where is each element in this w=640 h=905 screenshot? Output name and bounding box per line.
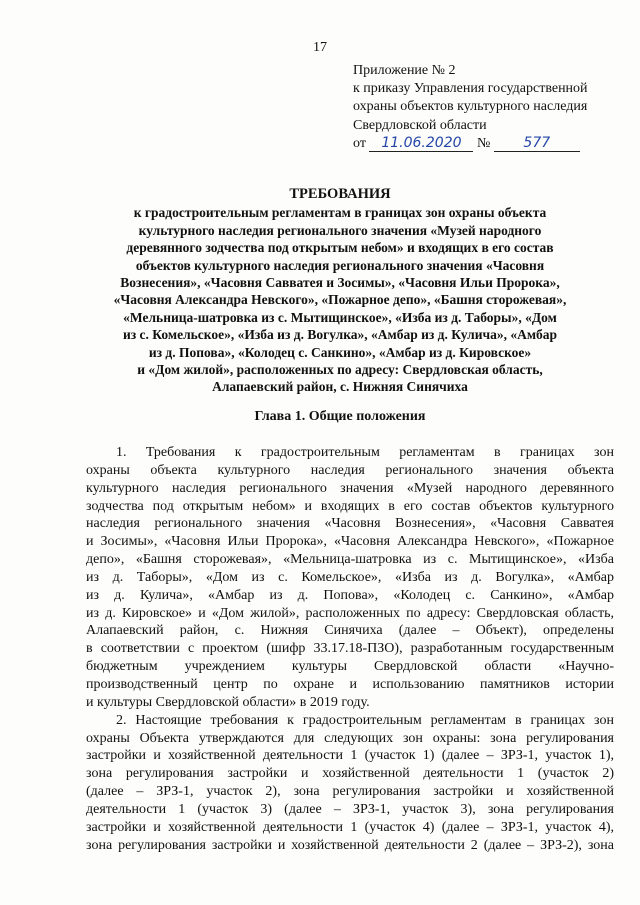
paragraph-1-line: Алапаевский район, с. Нижняя Синячиха (далее – Объект), определены xyxy=(86,623,614,639)
appendix-line: Приложение № 2 xyxy=(353,63,456,78)
heading-line: из с. Комельское», «Изба из д. Вогулка», «Амбар из д. Кулича», «Амбар xyxy=(122,327,558,343)
paragraph-2-line: застройки и хозяйственной деятельности 1 (участок 1) (далее – ЗРЗ-1, участок 1), xyxy=(86,748,614,764)
heading-line: из д. Попова», «Колодец с. Санкино», «Амбар из д. Кировское» xyxy=(148,344,532,360)
document-title: ТРЕБОВАНИЯ xyxy=(289,186,391,202)
heading-line: объектов культурного наследия регионального значения «Часовня xyxy=(135,257,545,273)
paragraph-1-line: наследия регионального значения «Часовня Вознесения», «Часовня Савватея xyxy=(86,516,614,532)
paragraph-2-line: деятельности 1 (участок 3) (далее – ЗРЗ-1, участок 3), зона регулирования xyxy=(86,801,614,817)
appendix-line: к приказу Управления государственной xyxy=(353,81,588,97)
paragraph-1-line: бюджетным учреждением культуры Свердловской области «Научно- xyxy=(86,659,614,675)
heading-line: культурного наследия регионального значения «Музей народного xyxy=(138,222,542,238)
paragraph-1-line: в соответствии с проектом (шифр 33.17.18-ПЗО), разработанным государственным xyxy=(86,641,614,657)
paragraph-2-line: (далее – ЗРЗ-1, участок 2), зона регулирования застройки и хозяйственной xyxy=(86,784,614,800)
body-text xyxy=(86,444,614,854)
heading-line: «Мельница-шатровка из с. Мытищинское», «Изба из д. Таборы», «Дом xyxy=(123,309,557,325)
heading-line: и «Дом жилой», расположенных по адресу: Свердловская область, xyxy=(137,362,543,378)
paragraph-2-line: зона регулирования застройки и хозяйственной деятельности 1 (участок 2) xyxy=(86,766,614,782)
order-date-number-line xyxy=(353,135,623,153)
paragraph-1-line: зодчества под открытым небом» и входящих в его состав объектов культурного xyxy=(86,498,614,514)
paragraph-1-line: из д. Кулича», «Амбар из д. Попова», «Колодец с. Санкино», «Амбар xyxy=(86,587,614,603)
heading-line: к градостроительным регламентам в границах зон охраны объекта xyxy=(133,205,547,221)
appendix-line: охраны объектов культурного наследия xyxy=(353,99,588,115)
paragraph-1-line: охраны объекта культурного наследия регионального значения объекта xyxy=(86,462,614,478)
handwritten-date: 11.06.2020 xyxy=(369,135,473,152)
paragraph-2-line: 2. Настоящие требования к градостроительным регламентам в границах зон xyxy=(116,712,614,728)
heading-line: Алапаевский район, с. Нижняя Синячиха xyxy=(212,379,468,395)
paragraph-1-line: и Зосимы», «Часовня Ильи Пророка», «Часовня Александра Невского», «Пожарное xyxy=(86,534,614,550)
paragraph-1-line: из д. Кировское» и «Дом жилой», расположенных по адресу: Свердловская область, xyxy=(86,605,614,621)
paragraph-1-line: культурного наследия регионального значения «Музей народного деревянного xyxy=(86,480,614,496)
heading-line: Вознесения», «Часовня Савватея и Зосимы», «Часовня Ильи Пророка», xyxy=(120,275,560,291)
paragraph-2-line: зона регулирования застройки и хозяйственной деятельности 2 (далее – ЗРЗ-2), зона xyxy=(86,837,614,853)
appendix-block xyxy=(353,62,623,153)
chapter-title: Глава 1. Общие положения xyxy=(254,409,426,424)
number-label: № xyxy=(476,135,491,151)
from-label: от xyxy=(353,135,366,151)
paragraph-1-line: и культуры Свердловской области» в 2019 году. xyxy=(86,694,370,710)
appendix-line: Свердловской области xyxy=(353,117,487,133)
paragraph-1-line: производственный центр по охране и использованию памятников истории xyxy=(86,676,614,692)
paragraph-2-line: застройки и хозяйственной деятельности 1 (участок 4) (далее – ЗРЗ-1, участок 4), xyxy=(86,819,614,835)
paragraph-2-line: охраны Объекта утверждаются для следующих зон охраны: зона регулирования xyxy=(86,730,614,746)
heading-line: «Часовня Александра Невского», «Пожарное депо», «Башня сторожевая», xyxy=(113,292,567,308)
handwritten-number: 577 xyxy=(494,135,580,152)
page-number: 17 xyxy=(313,40,327,55)
paragraph-1-line: 1. Требования к градостроительным регламентам в границах зон xyxy=(116,445,614,460)
paragraph-1-line: из д. Таборы», «Дом из с. Комельское», «Изба из д. Вогулка», «Амбар xyxy=(86,569,614,585)
paragraph-1-line: депо», «Башня сторожевая», «Мельница-шатровка из с. Мытищинское», «Изба xyxy=(86,552,614,568)
heading-line: деревянного зодчества под открытым небом» и входящих в его состав xyxy=(126,240,554,256)
document-heading xyxy=(70,186,610,396)
